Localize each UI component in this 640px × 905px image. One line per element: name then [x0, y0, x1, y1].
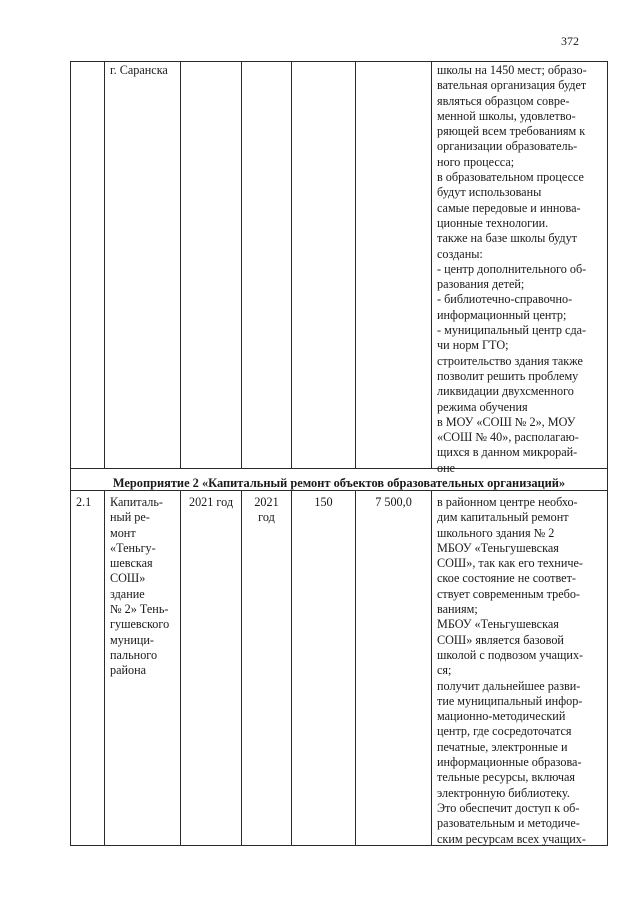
- description-line: информационные образова-: [437, 755, 582, 770]
- page-number: 372: [561, 34, 579, 48]
- description-line: - библиотечно-справочно-: [437, 292, 573, 307]
- description-line: мационно-методический: [437, 709, 566, 724]
- description-line: МБОУ «Теньгушевская: [437, 617, 559, 632]
- col-border: [431, 61, 432, 468]
- description-line: центр, где сосредоточатся: [437, 724, 572, 739]
- description-line: являться образцом совре-: [437, 93, 570, 108]
- measure-name-line: гушевского: [110, 617, 170, 632]
- measure-name-cell: [110, 495, 178, 679]
- description-line: ряющей всем требованиям к: [437, 124, 586, 139]
- col-border: [104, 490, 105, 845]
- description-line: разования детей;: [437, 277, 525, 292]
- col-border: [431, 490, 432, 845]
- description-line: ствует современным требо-: [437, 586, 580, 601]
- measure-name-line: Капиталь-: [110, 495, 163, 509]
- measure-name-line: монт: [110, 525, 136, 540]
- description-line: «СОШ № 40», располагаю-: [437, 430, 579, 445]
- description-line: оне: [437, 460, 456, 475]
- cost-cell: [356, 495, 431, 510]
- description-line: Это обеспечит доступ к об-: [437, 800, 580, 815]
- description-line: тельные ресурсы, включая: [437, 770, 576, 785]
- description-line: позволит решить проблему: [437, 368, 579, 383]
- col-border: [70, 61, 71, 845]
- description-line: дим капитальный ремонт: [437, 510, 569, 525]
- description-line: самые передовые и иннова-: [437, 200, 581, 215]
- measure-name-line: шевская: [110, 556, 153, 571]
- description-line: созданы:: [437, 246, 483, 261]
- description-line: ного процесса;: [437, 154, 515, 169]
- col-border: [180, 490, 181, 845]
- measure-name-line: СОШ»: [110, 571, 146, 586]
- col-border: [241, 490, 242, 845]
- col-border: [104, 61, 105, 468]
- start-year: 2021 год: [188, 495, 234, 509]
- location-text: г. Саранска: [110, 63, 168, 77]
- description-line: режима обучения: [437, 399, 528, 414]
- description-line: организации образователь-: [437, 139, 578, 154]
- description-line: - центр дополнительного об-: [437, 261, 587, 276]
- section-title: Мероприятие 2 «Капитальный ремонт объектов образовательных организаций»: [112, 476, 566, 490]
- measure-name-line: здание: [110, 586, 145, 601]
- description-line: ским ресурсам всех учащих-: [437, 831, 586, 846]
- description-line: ваниям;: [437, 602, 478, 617]
- end-year-line: 2021: [254, 495, 279, 509]
- description-line: в образовательном процессе: [437, 170, 584, 185]
- description-line: информационный центр;: [437, 307, 567, 322]
- measure-name-line: пального: [110, 647, 158, 662]
- description-line: тие муниципальный инфор-: [437, 693, 583, 708]
- description-cell-2-1: [437, 495, 605, 847]
- col-border: [291, 61, 292, 468]
- description-line: получит дальнейшее разви-: [437, 678, 581, 693]
- description-line: - муниципальный центр сда-: [437, 323, 587, 338]
- description-line: ционные технологии.: [437, 215, 549, 230]
- col-border: [355, 490, 356, 845]
- measure-name-line: муници-: [110, 632, 154, 647]
- description-cell-continued: [437, 63, 605, 476]
- capacity-cell: [292, 495, 355, 510]
- cost-value: 7 500,0: [375, 495, 412, 509]
- col-border: [180, 61, 181, 468]
- description-line: МБОУ «Теньгушевская: [437, 540, 559, 555]
- col-border: [291, 490, 292, 845]
- row-number: 2.1: [76, 495, 92, 509]
- measure-name-line: «Теньгу-: [110, 540, 156, 555]
- description-line: СОШ» является базовой: [437, 632, 564, 647]
- col-border: [355, 61, 356, 468]
- col-border: [607, 61, 608, 845]
- row-number-cell: [76, 495, 104, 510]
- col-border: [241, 61, 242, 468]
- description-line: ликвидации двухсменного: [437, 384, 574, 399]
- description-line: разовательным и методиче-: [437, 816, 580, 831]
- description-line: щихся в данном микрорай-: [437, 445, 578, 460]
- start-year-cell: [181, 495, 241, 510]
- end-year-cell: [242, 495, 291, 526]
- measure-name-line: ный ре-: [110, 510, 150, 525]
- description-line: в районном центре необхо-: [437, 495, 578, 509]
- description-line: ся;: [437, 663, 452, 678]
- description-line: электронную библиотеку.: [437, 785, 570, 800]
- description-line: СОШ», так как его техниче-: [437, 556, 583, 571]
- table-top-border: [70, 61, 608, 62]
- description-line: менной школы, удовлетво-: [437, 108, 576, 123]
- description-line: также на базе школы будут: [437, 231, 577, 246]
- measure-name-line: № 2» Тень-: [110, 602, 169, 617]
- description-line: печатные, электронные и: [437, 739, 568, 754]
- description-line: школьного здания № 2: [437, 525, 555, 540]
- description-line: вательная организация будет: [437, 78, 587, 93]
- description-line: строительство здания также: [437, 353, 583, 368]
- description-line: чи норм ГТО;: [437, 338, 509, 353]
- description-line: будут использованы: [437, 185, 542, 200]
- location-cell: [110, 63, 178, 78]
- measure-name-line: района: [110, 663, 147, 678]
- capacity-value: 150: [314, 495, 333, 509]
- end-year-line: год: [258, 510, 275, 525]
- description-line: в МОУ «СОШ № 2», МОУ: [437, 414, 576, 429]
- description-line: ское состояние не соответ-: [437, 571, 576, 586]
- description-line: школой с подвозом учащих-: [437, 647, 584, 662]
- description-line: школы на 1450 мест; образо-: [437, 63, 587, 77]
